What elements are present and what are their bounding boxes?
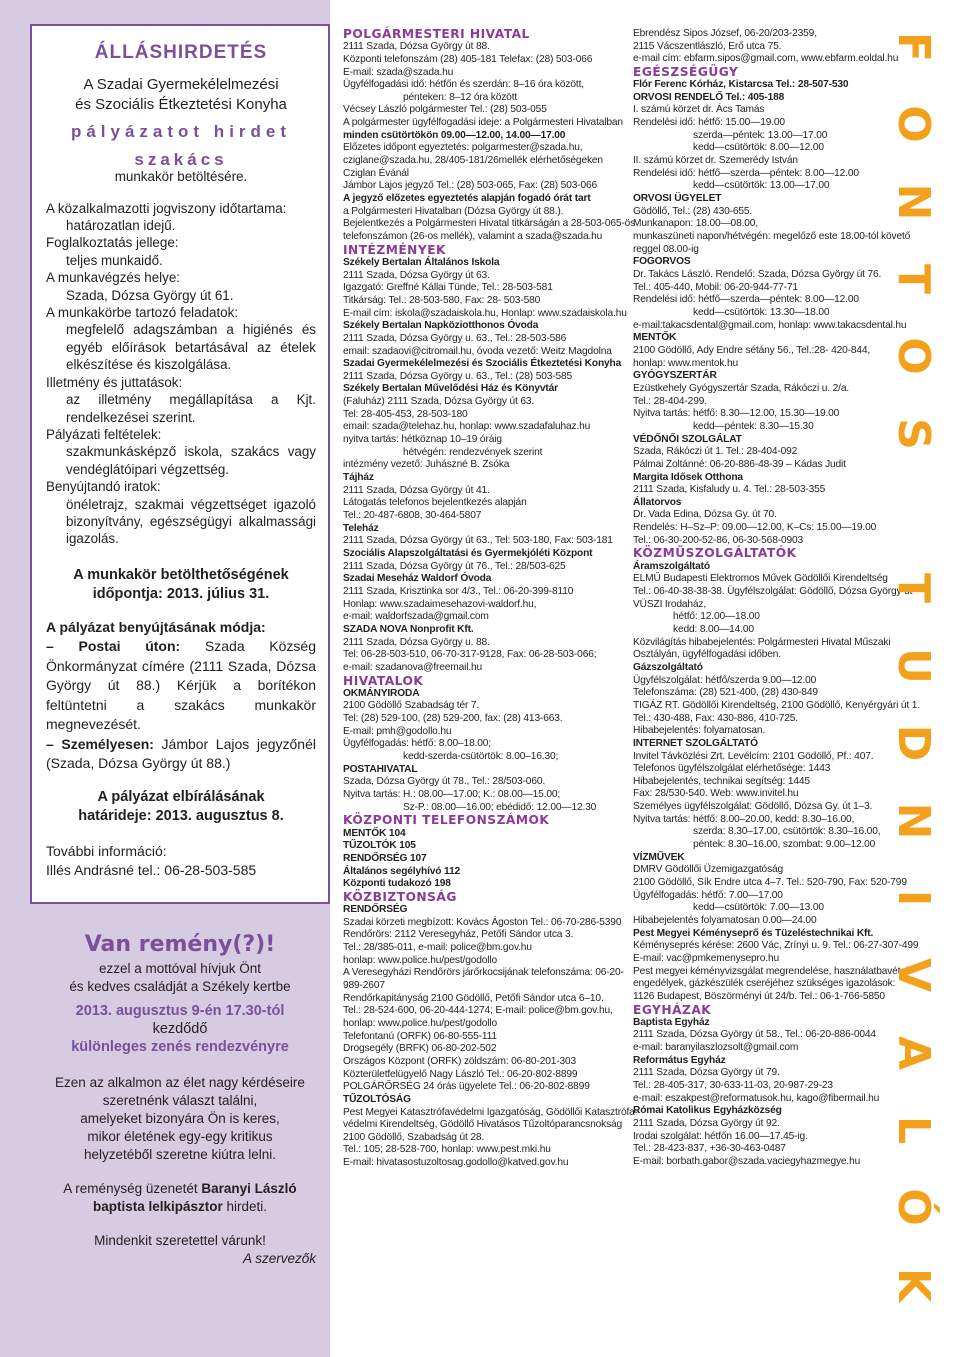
directory-line: Tel.: 28-405-317, 30-633-11-03, 20-987-29-23 xyxy=(633,1080,833,1092)
directory-line: védelmi Kirendeltség, Gödöllő Hivatásos Tűzoltóparancsnokság xyxy=(343,1119,623,1131)
event-speaker xyxy=(30,1180,330,1198)
directory-line: Pest Megyei Kéményseprő és Tüzeléstechnikai Kft. xyxy=(633,927,874,939)
directory-line: TŰZOLTÓK 105 xyxy=(343,840,416,852)
directory-line: 1126 Budapest, Böszörményi út 24/b. Tel.: 06-1-766-5850 xyxy=(633,990,885,1002)
directory-line: II. számú körzet dr. Szemerédy István xyxy=(633,155,798,167)
job-detail-line: Benyújtandó iratok: xyxy=(46,479,161,495)
personal-label: – Személyesen: xyxy=(46,735,154,752)
directory-line: kedd—csütörtök: 8.00—12.00 xyxy=(693,142,824,154)
directory-line: 2111 Szada, Dózsa György út 41. xyxy=(343,484,490,496)
directory-line: Gázszolgáltató xyxy=(633,661,703,673)
directory-line: Személyes ügyfélszolgálat: Gödöllő, Dózsa Gy. út 1–3. xyxy=(633,801,873,813)
directory-line: A Veresegyházi Rendőrörs járőrkocsijának telefonszáma: 06-20- xyxy=(343,967,624,979)
directory-line: VÉDŐNŐI SZOLGÁLAT xyxy=(633,433,742,445)
job-detail-line: A munkakörbe tartozó feladatok: xyxy=(46,305,239,321)
directory-line: E-mail cím: iskola@szadaiskola.hu, Honlap: www.szadaiskola.hu xyxy=(343,307,627,319)
directory-line: SZADA NOVA Nonprofit Kft. xyxy=(343,623,474,635)
directory-line: minden csütörtökön 09.00—12.00, 14.00—17.00 xyxy=(343,129,566,141)
section-heading: INTÉZMÉNYEK xyxy=(343,242,446,257)
job-deadline xyxy=(46,788,316,826)
job-detail-line: határozatlan idejű. xyxy=(66,218,176,234)
directory-line: Tel.: 06-40-38-38-38. Ügyfélszolgálat: Gödöllő, Dózsa György út xyxy=(633,585,913,597)
directory-line: Gödöllő, Tel.: (28) 430-655. xyxy=(633,205,753,217)
directory-line: 2100 Gödöllő, Sík Endre utca 4–7. Tel.: 520-790, Fax: 520-799 xyxy=(633,877,907,889)
directory-line: Állatorvos xyxy=(633,496,682,508)
directory-line: szerda—péntek: 13.00—17.00 xyxy=(693,129,828,141)
directory-line: POLGÁRŐRSÉG 24 órás ügyelete Tel.: 06-20-802-8899 xyxy=(343,1081,590,1093)
section-heading: POLGÁRMESTERI HIVATAL xyxy=(343,27,530,41)
directory-line: VÜSZI Irodaház, xyxy=(633,598,707,610)
event-line: és kedves családját a Székely kertbe xyxy=(69,979,291,994)
directory-line: reggel 08.00-ig xyxy=(633,243,699,255)
job-details xyxy=(46,200,316,548)
directory-line: Látogatás telefonos bejelentkezés alapján xyxy=(343,497,527,509)
directory-column-middle xyxy=(343,27,638,1170)
directory-line: Székely Bertalan Művelődési Ház és Könyvtár xyxy=(343,383,558,395)
job-detail-line: A munkavégzés helye: xyxy=(46,270,180,286)
directory-line: Tel.: 20-487-6808, 30-464-5807 xyxy=(343,510,482,522)
directory-line: Rendőrkapitányság 2100 Gödöllő, Petőfi Sándor utca 6–10. xyxy=(343,992,604,1004)
directory-line: RENDŐRSÉG 107 xyxy=(343,852,427,864)
event-paragraph-line: Ezen az alkalmon az élet nagy kérdéseire xyxy=(55,1075,305,1090)
directory-line: email: szadaovi@citromail.hu, óvoda vezető: Weitz Magdolna xyxy=(343,345,612,357)
directory-line: Országos Központ (ORFK) zöldszám: 06-80-201-303 xyxy=(343,1055,577,1067)
directory-line: honlap: www.police.hu/pest/godollo xyxy=(343,1017,498,1029)
directory-line: Római Katolikus Egyházközség xyxy=(633,1105,782,1117)
directory-line: kedd—csütörtök: 13.30—18.00 xyxy=(693,306,830,318)
directory-line: email: szada@telehaz.hu, honlap: www.szadafaluhaz.hu xyxy=(343,421,591,433)
directory-line: honlap: www.police.hu/pest/godollo xyxy=(343,954,498,966)
directory-line: Munkanapon: 18.00—08.00, xyxy=(633,218,758,230)
directory-line: hétvégén: rendezvények szerint xyxy=(403,446,543,458)
section-heading: EGYHÁZAK xyxy=(633,1002,712,1017)
directory-line: Igazgató: Greffné Kállai Tünde, Tel.: 28-503-581 xyxy=(343,282,553,294)
event-signature: A szervezők xyxy=(242,1251,316,1266)
section-heading: EGÉSZSÉGÜGY xyxy=(633,64,739,79)
job-organization xyxy=(46,75,316,115)
directory-line: pénteken: 8–12 óra között xyxy=(403,91,518,103)
directory-line: TIGÁZ RT. Gödöllői Kirendeltség, 2100 Gödöllő, Kenyérgyári út 1. xyxy=(633,699,920,711)
speaker-role: baptista lelkipásztor xyxy=(92,1199,223,1214)
job-method xyxy=(46,618,316,774)
job-org-line: és Szociális Étkeztetési Konyha xyxy=(75,96,287,114)
directory-line: OKMÁNYIRODA xyxy=(343,687,420,699)
directory-line: Tel: 28-405-453, 28-503-180 xyxy=(343,408,468,420)
directory-line: (Faluház) 2111 Szada, Dózsa György út 63. xyxy=(343,396,535,408)
vertical-title-letter: O xyxy=(888,105,939,144)
directory-line: Szociális Alapszolgáltatási és Gyermekjóléti Központ xyxy=(343,548,593,559)
event-paragraph-line: szeretnénk választ találni, xyxy=(102,1093,258,1108)
job-advert-box xyxy=(30,24,330,904)
vertical-title-letter: K xyxy=(888,1267,939,1302)
directory-line: Titkárság: Tel.: 28-503-580, Fax: 28- 503-580 xyxy=(343,294,541,306)
job-deadline-line: határideje: 2013. augusztus 8. xyxy=(78,807,284,824)
job-detail-line: szakmunkásképző iskola, szakács vagy vendéglátóipari végzettség. xyxy=(66,444,316,477)
directory-line: Ügyfélszolgálat: hétfő/szerda 9.00—12.00 xyxy=(633,674,817,686)
event-speaker-role xyxy=(30,1198,330,1216)
directory-line: 2100 Gödöllő Szabadság tér 7. xyxy=(343,700,480,712)
job-info xyxy=(46,842,316,880)
directory-line: Nyitva tartás: hétfő: 8.30—12.00, 15.30—19.00 xyxy=(633,408,840,420)
directory-line: 2111 Szada, Dózsa György út 63., Tel: 503-180, Fax: 503-181 xyxy=(343,535,613,547)
directory-line: kedd—csütörtök: 13.00—17.00 xyxy=(693,180,830,192)
job-org-line: A Szadai Gyermekélelmezési xyxy=(83,76,279,94)
directory-line: Ebrendész Sipos József, 06-20/203-2359, xyxy=(633,28,817,39)
job-method-personal xyxy=(46,735,316,774)
directory-line: Tel.: 105; 28-528-700, honlap: www.pest.mki.hu xyxy=(343,1144,551,1156)
event-line: ezzel a mottóval hívjuk Önt xyxy=(98,961,262,976)
vertical-title-letter: N xyxy=(888,802,939,839)
directory-line: Áramszolgáltató xyxy=(633,560,711,572)
directory-line: Margita Idősek Otthona xyxy=(633,471,743,483)
directory-line: Baptista Egyház xyxy=(633,1016,710,1028)
directory-line: e-mail:takacsdental@gmail.com, honlap: www.takacsdental.hu xyxy=(633,319,907,331)
directory-line: Cziglan Évánál xyxy=(343,167,409,179)
directory-line: Tel: 06-28-503-510, 06-70-317-9128, Fax: 06-28-503-066; xyxy=(343,649,597,661)
directory-line: kedd-szerda-csütörtök: 8.00–16.30; xyxy=(403,751,559,763)
directory-line: E-mail: szada@szada.hu xyxy=(343,66,454,78)
event-paragraph-line: mikor életének egy-egy kritikus xyxy=(87,1129,273,1144)
vertical-title-letter: N xyxy=(888,183,939,221)
directory-line: TŰZOLTÓSÁG xyxy=(343,1093,411,1105)
directory-line: kedd—péntek: 8.30—15.30 xyxy=(693,420,814,432)
directory-line: Pálmai Zoltánné: 06-20-886-48-39 – Kádas Judit xyxy=(633,458,846,470)
directory-line: ORVOSI RENDELŐ Tel.: 405-188 xyxy=(633,91,785,103)
directory-line: e-mail cím: ebfarm.sipos@gmail.com, www.ebfarm.eoldal.hu xyxy=(633,53,899,65)
vertical-title-letter: Ó xyxy=(888,1188,939,1226)
directory-line: Osztályán, ügyfélfogadási időben. xyxy=(633,649,781,661)
directory-line: Ezüstkehely Gyógyszertár Szada, Rákóczi u. 2/a. xyxy=(633,382,850,394)
directory-line: Közterületfelügyelő Nagy László Tel.: 06-20-802-8899 xyxy=(343,1068,578,1080)
directory-line: 2111 Szada, Dózsa György út 92. xyxy=(633,1118,780,1130)
directory-line: Tel.: 28-524-600, 06-20-444-1274; E-mail: police@bm.gov.hu, xyxy=(343,1005,613,1017)
directory-line: Jámbor Lajos jegyző Tel.: (28) 503-065, Fax: (28) 503-066 xyxy=(343,180,598,192)
event-invitation xyxy=(30,932,330,1268)
directory-line: 2111 Szada, Dózsa György út 79. xyxy=(633,1067,780,1079)
job-betoltes: munkakör betöltésére. xyxy=(114,169,248,185)
event-line: kezdődő xyxy=(152,1021,208,1037)
directory-line: Előzetes időpont egyeztetés: polgarmester@szada.hu, xyxy=(343,142,583,154)
job-position: szakács xyxy=(134,149,228,169)
directory-line: Kéményseprés kérése: 2600 Vác, Zrínyi u. 9. Tel.: 06-27-307-499 xyxy=(633,940,919,952)
directory-line: Rendelési idő: hétfő: 15.00—19.00 xyxy=(633,117,785,129)
directory-line: ORVOSI ÜGYELET xyxy=(633,193,722,205)
directory-line: cziglane@szada.hu, 28/405-181/26mellék elérhetőségeken xyxy=(343,155,603,167)
directory-line: Teleház xyxy=(343,522,379,534)
speaker-tail: hirdeti. xyxy=(222,1199,268,1214)
directory-line: engedélyek, gázkészülék cseréjéhez szükséges igazolások: xyxy=(633,978,896,990)
directory-line: 2100 Gödöllő, Ady Endre sétány 56., Tel.:28- 420-844, xyxy=(633,344,871,356)
directory-line: E-mail: borbath.gabor@szada.vaciegyhazmegye.hu xyxy=(633,1156,861,1168)
directory-line: Tel.: 28/385-011, e-mail: police@bm.gov.hu xyxy=(343,941,532,953)
directory-line: Székely Bertalan Napköziotthonos Óvoda xyxy=(343,320,539,332)
directory-line: Fax: 28/530-540. Web: www.invitel.hu xyxy=(633,788,799,800)
directory-column-right xyxy=(633,28,920,1169)
directory-line: Flór Ferenc Kórház, Kistarcsa Tel.: 28-507-530 xyxy=(633,79,849,91)
directory-line: kedd—csütörtök: 7.00—13.00 xyxy=(693,902,824,914)
job-detail-line: megfelelő adagszámban a higiénés és egyéb előírások betartásával az ételek elkészítése és kiszolgálása. xyxy=(66,322,316,373)
directory-line: Tel.: 28-423-837, +36-30-463-0487 xyxy=(633,1143,786,1155)
directory-line: 2111 Szada, Dózsa György u. 63., Tel.: (28) 503-585 xyxy=(343,370,573,382)
job-detail-line: Pályázati feltételek: xyxy=(46,426,162,442)
directory-line: Rendőrörs: 2112 Veresegyház, Petőfi Sándor utca 3. xyxy=(343,929,574,941)
vertical-title-letter: D xyxy=(888,724,939,762)
vertical-title-letter: O xyxy=(888,337,939,376)
directory-line: Pest Megyei Katasztrófavédelmi Igazgatóság, Gödöllői Katasztrófa- xyxy=(343,1106,638,1118)
directory-line: 2115 Vácszentlászló, Erő utca 75. xyxy=(633,40,782,52)
directory-line: Központi telefonszám (28) 405-181 Telefax: (28) 503-066 xyxy=(343,53,593,65)
job-start-line: időpontja: 2013. július 31. xyxy=(92,585,270,602)
speaker-name: Baranyi László xyxy=(201,1181,297,1196)
directory-line: Irodai szolgálat: hétfőn 16.00—17.45-ig. xyxy=(633,1130,808,1142)
directory-line: A jegyző előzetes egyeztetés alapján fogadó órát tart xyxy=(343,193,591,205)
directory-line: e-mail: szadanova@freemail.hu xyxy=(343,661,483,673)
directory-line: Szada, Rákóczi út 1. Tel.: 28-404-092 xyxy=(633,446,798,458)
job-start-line: A munkakör betölthetőségének xyxy=(73,566,289,583)
directory-line: Székely Bertalan Általános Iskola xyxy=(343,256,500,268)
directory-line: Ügyfélfogadási idő: hétfőn és szerdán: 8–16 óra között, xyxy=(343,79,584,91)
directory-line: szerda: 8.30–17.00, csütörtök: 8.30–16.00, xyxy=(693,826,881,838)
directory-line: Szadai körzeti megbízott: Kovács Ágoston Tel.: 06-70-286-5390 xyxy=(343,916,622,928)
event-paragraph-line: helyzetéből szeretne kiútra lelni. xyxy=(83,1147,277,1162)
directory-line: Drogsegély (BRFK) 06-80-202-502 xyxy=(343,1043,497,1055)
directory-line: Tel: (28) 529-100, (28) 529-200, fax: (28) 413-663. xyxy=(343,713,563,725)
speaker-intro: A reménység üzenetét xyxy=(63,1181,202,1196)
postal-label: – Postai úton: xyxy=(46,638,181,655)
directory-line: Telefonos ügyfélszolgálat elérhetősége: 1443 xyxy=(633,763,831,775)
directory-line: Tel.: 28-404-299. xyxy=(633,395,707,407)
directory-line: A polgármester ügyfélfogadási ideje: a Polgármesteri Hivatalban xyxy=(343,117,623,129)
directory-line: e-mail: baranyilaszlozsolt@gmail.com xyxy=(633,1042,799,1054)
directory-line: ELMŰ Budapesti Elektromos Művek Gödöllői Kirendeltség xyxy=(633,573,888,585)
directory-line: GYÓGYSZERTÁR xyxy=(633,370,717,382)
directory-line: 2111 Szada, Krisztinka sor 4/3., Tel.: 06-20-399-8110 xyxy=(343,585,574,597)
directory-line: telefonszámon (26-os mellék), valamint a szada@szada.hu xyxy=(343,231,603,243)
directory-line: Bejelentkezés a Polgármesteri Hivatal titkárságán a 28-503-065-ös xyxy=(343,218,636,230)
directory-line: RENDŐRSÉG xyxy=(343,904,408,916)
personal-text: Jámbor Lajos jegyzőnél (Szada, Dózsa György út 88.) xyxy=(46,735,316,772)
directory-line: péntek: 8.30–16.00, szombat: 9.00–12.00 xyxy=(693,839,876,851)
directory-line: POSTAHIVATAL xyxy=(343,763,418,775)
vertical-title-letter: T xyxy=(888,264,939,295)
directory-line: E-mail: hivatasostuzoltosag.godollo@katved.gov.hu xyxy=(343,1157,569,1169)
directory-line: a Polgármesteri Hivatalban (Dózsa György út 88.). xyxy=(343,205,564,217)
directory-line: Ügyfélfogadás: hétfő: 8.00–18.00; xyxy=(343,738,491,750)
directory-line: Hibabejelentés: folyamatosan. xyxy=(633,725,766,737)
directory-line: 2111 Szada, Dózsa György út 76., Tel.: 28/503-625 xyxy=(343,560,566,572)
event-type: különleges zenés rendezvényre xyxy=(71,1039,289,1055)
directory-line: Ügyfélfogadás: hétfő: 7.00—17.00 xyxy=(633,889,783,901)
directory-line: intézmény vezető: Juhászné B. Zsóka xyxy=(343,459,510,471)
directory-line: Szadai Meseház Waldorf Óvoda xyxy=(343,573,492,585)
directory-line: Szadai Gyermekélelmezési és Szociális Étkeztetési Konyha xyxy=(343,358,622,370)
vertical-title xyxy=(878,22,948,1342)
vertical-title-letter: I xyxy=(888,889,939,907)
job-deadline-line: A pályázat elbírálásának xyxy=(97,788,265,805)
directory-line: Dr. Vada Edina, Dózsa Gy. út 70. xyxy=(633,509,777,521)
directory-line: Honlap: www.szadaimesehazovi-waldorf.hu, xyxy=(343,598,537,610)
directory-line: 989-2607 xyxy=(343,979,385,991)
directory-line: MENTŐK xyxy=(633,332,677,344)
directory-line: 2111 Szada, Dózsa György út 88. xyxy=(343,41,490,53)
vertical-title-letter: U xyxy=(888,647,939,684)
directory-line: E-mail: pmh@godollo.hu xyxy=(343,725,452,737)
directory-line: Pest megyei kéményvizsgálat megrendelése, használatbavételi xyxy=(633,965,911,977)
vertical-title-letter: A xyxy=(888,1035,939,1070)
vertical-title-letter: F xyxy=(888,31,939,63)
directory-line: Nyitva tartás: H.: 08.00—17.00; K.: 08.00—15.00; xyxy=(343,789,561,801)
directory-line: Rendelési idő: hétfő—szerda—péntek: 8.00—12.00 xyxy=(633,167,859,179)
directory-line: Szada, Dózsa György út 78., Tel.: 28/503-060. xyxy=(343,776,546,788)
section-heading: KÖZBIZTONSÁG xyxy=(343,889,457,904)
directory-line: 2111 Szada, Dózsa György u. 88. xyxy=(343,636,490,648)
postal-text: Szada Község Önkormányzat címére (2111 Szada, Dózsa György út 88.) Kérjük a borítékon feltüntetni a szakács munkakör megnevezését. xyxy=(46,638,317,733)
job-method-postal xyxy=(46,637,316,735)
job-detail-line: Illetmény és juttatások: xyxy=(46,374,183,390)
directory-line: hétfő: 12.00—18.00 xyxy=(673,611,760,623)
directory-line: Sz-P.: 08.00—16.00; ebédidő: 12.00—12.30 xyxy=(403,801,597,813)
event-date: 2013. augusztus 9-én 17.30-tól xyxy=(75,1003,285,1019)
directory-line: Általános segélyhívó 112 xyxy=(343,865,461,877)
section-heading: HIVATALOK xyxy=(343,673,424,688)
directory-line: Hibabejelentés folyamatosan 0.00—24.00 xyxy=(633,915,817,927)
directory-line: Nyitva tartás: hétfő: 8.00–20.00, kedd: 8.30–16.00, xyxy=(633,813,855,825)
directory-line: Dr. Takács László. Rendelő: Szada, Dózsa György út 76. xyxy=(633,269,882,281)
directory-line: nyitva tartás: hétköznap 10–19 óráig xyxy=(343,434,502,446)
job-title: ÁLLÁSHIRDETÉS xyxy=(94,42,268,63)
directory-line: munkaszüneti napon/hétvégén: megelőző este 18.00-tól követő xyxy=(633,231,911,243)
job-detail-line: teljes munkaidő. xyxy=(66,252,163,268)
event-paragraph xyxy=(30,1074,330,1164)
directory-line: Vécsey László polgármester Tel.: (28) 503-055 xyxy=(343,104,547,116)
job-detail-line: Foglalkoztatás jellege: xyxy=(46,235,179,251)
directory-line: E-mail: vac@pmkemenysepro.hu xyxy=(633,953,779,964)
vertical-title-letter: V xyxy=(888,958,939,993)
directory-line: I. számú körzet dr. Ács Tamás xyxy=(633,104,765,116)
directory-line: honlap: www.mentok.hu xyxy=(633,357,739,369)
directory-line: VÍZMŰVEK xyxy=(633,851,685,863)
directory-line: 2100 Gödöllő, Szabadság út 28. xyxy=(343,1131,485,1143)
job-start-date xyxy=(46,566,316,604)
directory-line: Invitel Távközlési Zrt. Levélcím: 2101 Gödöllő, Pf.: 407. xyxy=(633,750,874,762)
directory-line: MENTŐK 104 xyxy=(343,827,406,839)
directory-line: kedd: 8.00—14.00 xyxy=(673,623,754,635)
directory-line: Református Egyház xyxy=(633,1054,726,1066)
directory-line: e-mail: eszakpest@reformatusok.hu, kago@fibermail.hu xyxy=(633,1092,880,1104)
directory-line: Tájház xyxy=(343,472,374,484)
job-detail-line: az illetmény megállapítása a Kjt. rendelkezései szerint. xyxy=(66,392,316,425)
directory-line: Rendelési idő: hétfő—szerda—péntek: 8.00—12.00 xyxy=(633,294,859,306)
directory-line: 2111 Szada, Kisfaludy u. 4. Tel.: 28-503-355 xyxy=(633,484,826,496)
directory-line: DMRV Gödöllői Üzemigazgatóság xyxy=(633,864,784,876)
directory-line: e-mail: waldorfszada@gmail.com xyxy=(343,611,489,623)
directory-line: Telefontanú (ORFK) 06-80-555-111 xyxy=(343,1030,497,1042)
directory-line: Központi tudakozó 198 xyxy=(343,878,451,890)
directory-line: FOGORVOS xyxy=(633,256,691,268)
job-detail-line: önéletrajz, szakmai végzettséget igazoló bizonyítvány, egészségügyi alkalmassági igazolás. xyxy=(66,496,316,547)
job-detail-line: A közalkalmazotti jogviszony időtartama: xyxy=(46,200,287,216)
directory-line: 2111 Szada, Dózsa György u. 63., Tel.: 28-503-586 xyxy=(343,332,567,344)
job-detail-line: Szada, Dózsa György út 61. xyxy=(66,287,234,303)
vertical-title-letter: L xyxy=(888,1115,939,1144)
directory-line: INTERNET SZOLGÁLTATÓ xyxy=(633,737,758,749)
job-info-line: További információ: xyxy=(46,842,167,859)
section-heading: KÖZPONTI TELEFONSZÁMOK xyxy=(343,813,550,828)
job-palyazat: pályázatot hirdet xyxy=(70,122,292,142)
vertical-title-letter: S xyxy=(888,417,939,450)
job-info-line: Illés Andrásné tel.: 06-28-503-585 xyxy=(46,861,257,878)
directory-line: Rendelés: H–Sz–P: 09.00—12.00, K–Cs: 15.00—19.00 xyxy=(633,522,877,534)
job-method-title: A pályázat benyújtásának módja: xyxy=(46,618,266,635)
vertical-title-letter: T xyxy=(888,573,939,604)
directory-line: Tel.: 430-488, Fax: 430-886, 410-725. xyxy=(633,712,798,724)
directory-line: Közvilágítás hibabejelentés: Polgármesteri Hivatal Műszaki xyxy=(633,636,891,648)
directory-line: 2111 Szada, Dózsa György út 63. xyxy=(343,269,490,281)
directory-line: 2111 Szada, Dózsa György út 58., Tel.: 06-20-886-0044 xyxy=(633,1029,876,1041)
section-heading: KÖZMŰSZOLGÁLTATÓK xyxy=(633,546,797,561)
directory-line: Hibabejelentés, technikai segítség: 1445 xyxy=(633,775,810,787)
event-title: Van remény(?)! xyxy=(84,932,276,957)
directory-line: Tel.: 405-440, Mobil: 06-20-944-77-71 xyxy=(633,281,798,293)
directory-line: Telefonszáma: (28) 521-400, (28) 430-849 xyxy=(633,687,818,699)
event-closing: Mindenkit szeretettel várunk! xyxy=(94,1233,266,1248)
event-paragraph-line: amelyeket bizonyára Ön is keres, xyxy=(80,1111,280,1126)
directory-line: Tel.: 06-30-200-52-86, 06-30-568-0903 xyxy=(633,534,804,546)
